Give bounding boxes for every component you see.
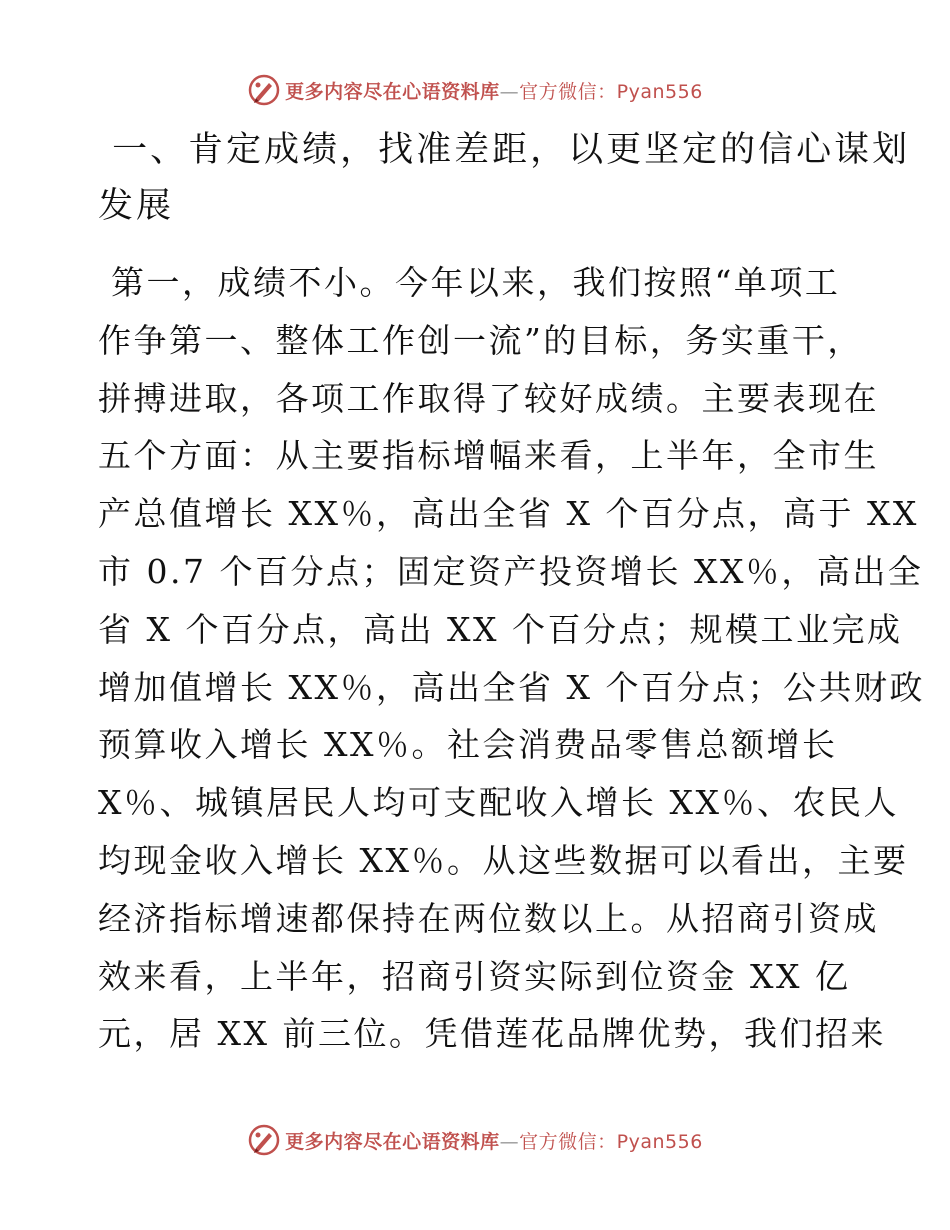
- paragraph-line: 产总值增长 XX％，高出全省 X 个百分点，高于 XX: [98, 494, 919, 534]
- pen-logo-icon: [247, 1123, 281, 1157]
- footer-banner: [0, 1122, 950, 1158]
- banner-separator: —: [499, 1130, 520, 1153]
- section-heading: [98, 122, 911, 234]
- banner-text: [285, 77, 703, 104]
- banner-site-name: 更多内容尽在心语资料库: [285, 80, 500, 103]
- pen-logo-icon: [247, 73, 281, 107]
- paragraph-line: 作争第一、整体工作创一流”的目标，务实重干，: [98, 320, 863, 360]
- paragraph-line: 效来看，上半年，招商引资实际到位资金 XX 亿: [98, 956, 851, 996]
- banner-text: [285, 1127, 703, 1154]
- paragraph-line: 增加值增长 XX％，高出全省 X 个百分点；公共财政: [98, 667, 925, 707]
- paragraph-line: 均现金收入增长 XX％。从这些数据可以看出，主要: [98, 840, 909, 880]
- banner-contact: 官方微信：Pyan556: [519, 1130, 703, 1153]
- body-paragraph: [98, 254, 925, 1063]
- paragraph-line: 省 X 个百分点，高出 XX 个百分点；规模工业完成: [98, 609, 903, 649]
- paragraph-line: 市 0.7 个百分点；固定资产投资增长 XX％，高出全: [98, 551, 924, 591]
- banner-separator: —: [499, 80, 520, 103]
- banner-contact: 官方微信：Pyan556: [519, 80, 703, 103]
- paragraph-line: 五个方面：从主要指标增幅来看，上半年，全市生: [98, 436, 879, 476]
- paragraph-line: 拼搏进取，各项工作取得了较好成绩。主要表现在: [98, 378, 879, 418]
- heading-line: 发展: [98, 186, 175, 226]
- banner-site-name: 更多内容尽在心语资料库: [285, 1130, 500, 1153]
- paragraph-line: 元，居 XX 前三位。凭借莲花品牌优势，我们招来: [98, 1014, 886, 1054]
- paragraph-line: 经济指标增速都保持在两位数以上。从招商引资成: [98, 898, 879, 938]
- paragraph-line: X％、城镇居民人均可支配收入增长 XX％、农民人: [98, 783, 899, 823]
- paragraph-line: 第一，成绩不小。今年以来，我们按照“单项工: [98, 263, 841, 302]
- paragraph-line: 预算收入增长 XX％。社会消费品零售总额增长: [98, 725, 838, 765]
- header-banner: [0, 72, 950, 108]
- heading-line: 一、肯定成绩，找准差距，以更坚定的信心谋划: [98, 130, 911, 170]
